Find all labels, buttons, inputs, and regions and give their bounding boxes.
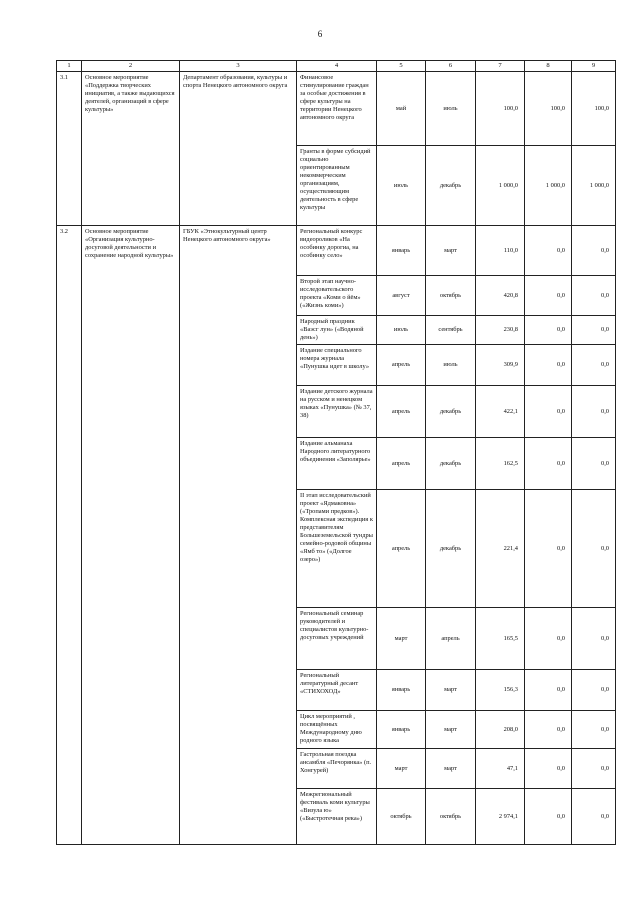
start-month: август (377, 276, 426, 316)
amount-col9: 0,0 (572, 749, 616, 789)
section-number: 3.1 (57, 72, 82, 226)
amount-col8: 0,0 (525, 711, 572, 749)
amount-col7: 110,0 (476, 226, 525, 276)
event-name: Второй этап научно-исследовательского проекта «Коми о йём» («Жизнь коми») (297, 276, 377, 316)
col-header: 6 (426, 61, 476, 72)
start-month: июль (377, 146, 426, 226)
events-table (56, 60, 616, 845)
table-header-row (57, 61, 616, 72)
amount-col8: 0,0 (525, 226, 572, 276)
col-header: 4 (297, 61, 377, 72)
event-name: Финансовое стимулирование граждан за особые достижения в сфере культуры на территории Ненецкого автономного округа (297, 72, 377, 146)
amount-col8: 0,0 (525, 490, 572, 608)
event-name: Гранты в форме субсидий социально ориентированным некоммерческим организациям, осуществляющим деятельность в сфере культуры (297, 146, 377, 226)
col-header: 5 (377, 61, 426, 72)
amount-col8: 0,0 (525, 789, 572, 845)
amount-col7: 420,8 (476, 276, 525, 316)
start-month: апрель (377, 345, 426, 386)
start-month: апрель (377, 490, 426, 608)
start-month: апрель (377, 386, 426, 438)
amount-col9: 0,0 (572, 789, 616, 845)
end-month: апрель (426, 608, 476, 670)
amount-col7: 156,3 (476, 670, 525, 711)
start-month: январь (377, 670, 426, 711)
amount-col9: 0,0 (572, 438, 616, 490)
event-name: II этап исследовательский проект «Ядмаковна» («Тропами предков»). Комплексная экспедиция к представителям Большеземельской тундры семейно-родовой общины «Ямб то» («Долгое озеро») (297, 490, 377, 608)
amount-col7: 100,0 (476, 72, 525, 146)
amount-col9: 1 000,0 (572, 146, 616, 226)
page-number: 6 (317, 29, 323, 39)
amount-col7: 422,1 (476, 386, 525, 438)
amount-col8: 100,0 (525, 72, 572, 146)
end-month: декабрь (426, 490, 476, 608)
event-name: Межрегиональный фестиваль коми культуры «Визула ю» («Быстротечная река») (297, 789, 377, 845)
amount-col8: 0,0 (525, 386, 572, 438)
end-month: март (426, 226, 476, 276)
end-month: декабрь (426, 386, 476, 438)
col-header: 1 (57, 61, 82, 72)
event-name: Издание альманаха Народного литературного объединения «Заполярье» (297, 438, 377, 490)
start-month: март (377, 749, 426, 789)
event-name: Издание специального номера журнала «Пунушка идет в школу» (297, 345, 377, 386)
amount-col7: 47,1 (476, 749, 525, 789)
amount-col7: 1 000,0 (476, 146, 525, 226)
table-row (57, 226, 616, 276)
amount-col9: 0,0 (572, 386, 616, 438)
amount-col9: 0,0 (572, 670, 616, 711)
start-month: октябрь (377, 789, 426, 845)
amount-col8: 0,0 (525, 749, 572, 789)
amount-col8: 0,0 (525, 438, 572, 490)
event-name: Цикл мероприятий , посвящённых Международному дню родного языка (297, 711, 377, 749)
end-month: октябрь (426, 789, 476, 845)
col-header: 7 (476, 61, 525, 72)
amount-col9: 100,0 (572, 72, 616, 146)
amount-col7: 162,5 (476, 438, 525, 490)
amount-col9: 0,0 (572, 226, 616, 276)
amount-col8: 0,0 (525, 608, 572, 670)
amount-col8: 1 000,0 (525, 146, 572, 226)
amount-col8: 0,0 (525, 670, 572, 711)
amount-col8: 0,0 (525, 345, 572, 386)
section-number: 3.2 (57, 226, 82, 845)
end-month: март (426, 670, 476, 711)
event-name: Издание детского журнала на русском и ненецком языках «Пунушка» (№ 37, 38) (297, 386, 377, 438)
start-month: апрель (377, 438, 426, 490)
end-month: июль (426, 345, 476, 386)
col-header: 2 (82, 61, 180, 72)
start-month: май (377, 72, 426, 146)
end-month: декабрь (426, 146, 476, 226)
amount-col8: 0,0 (525, 316, 572, 345)
amount-col9: 0,0 (572, 711, 616, 749)
col-header: 9 (572, 61, 616, 72)
executor-name: ГБУК «Этнокультурный центр Ненецкого автономного округа» (180, 226, 297, 845)
event-name: Региональный литературный десант «СТИХОХОД» (297, 670, 377, 711)
end-month: март (426, 749, 476, 789)
activity-name: Основное мероприятие «Поддержка творческих инициатив, а также выдающихся деятелей, организаций в сфере культуры» (82, 72, 180, 226)
end-month: июль (426, 72, 476, 146)
amount-col7: 230,8 (476, 316, 525, 345)
amount-col7: 2 974,1 (476, 789, 525, 845)
start-month: июль (377, 316, 426, 345)
amount-col8: 0,0 (525, 276, 572, 316)
event-name: Региональный семинар руководителей и специалистов культурно-досуговых учреждений (297, 608, 377, 670)
amount-col7: 221,4 (476, 490, 525, 608)
amount-col9: 0,0 (572, 276, 616, 316)
amount-col7: 165,5 (476, 608, 525, 670)
event-name: Региональный конкурс видеороликов «На особинку дорогиа, на особинку село» (297, 226, 377, 276)
event-name: Гастрольная поездка ансамбля «Печорянка» (п. Хонгурей) (297, 749, 377, 789)
start-month: январь (377, 711, 426, 749)
end-month: сентябрь (426, 316, 476, 345)
end-month: декабрь (426, 438, 476, 490)
executor-name: Департамент образования, культуры и спорта Ненецкого автономного округа (180, 72, 297, 226)
amount-col9: 0,0 (572, 316, 616, 345)
start-month: январь (377, 226, 426, 276)
amount-col9: 0,0 (572, 608, 616, 670)
table-row (57, 72, 616, 146)
col-header: 3 (180, 61, 297, 72)
start-month: март (377, 608, 426, 670)
col-header: 8 (525, 61, 572, 72)
amount-col9: 0,0 (572, 490, 616, 608)
amount-col7: 208,0 (476, 711, 525, 749)
amount-col9: 0,0 (572, 345, 616, 386)
activity-name: Основное мероприятие «Организация культурно-досуговой деятельности и сохранение народной культуры» (82, 226, 180, 845)
amount-col7: 309,9 (476, 345, 525, 386)
end-month: март (426, 711, 476, 749)
end-month: октябрь (426, 276, 476, 316)
event-name: Народный праздник «Ваэсг лун» («Водяной день») (297, 316, 377, 345)
